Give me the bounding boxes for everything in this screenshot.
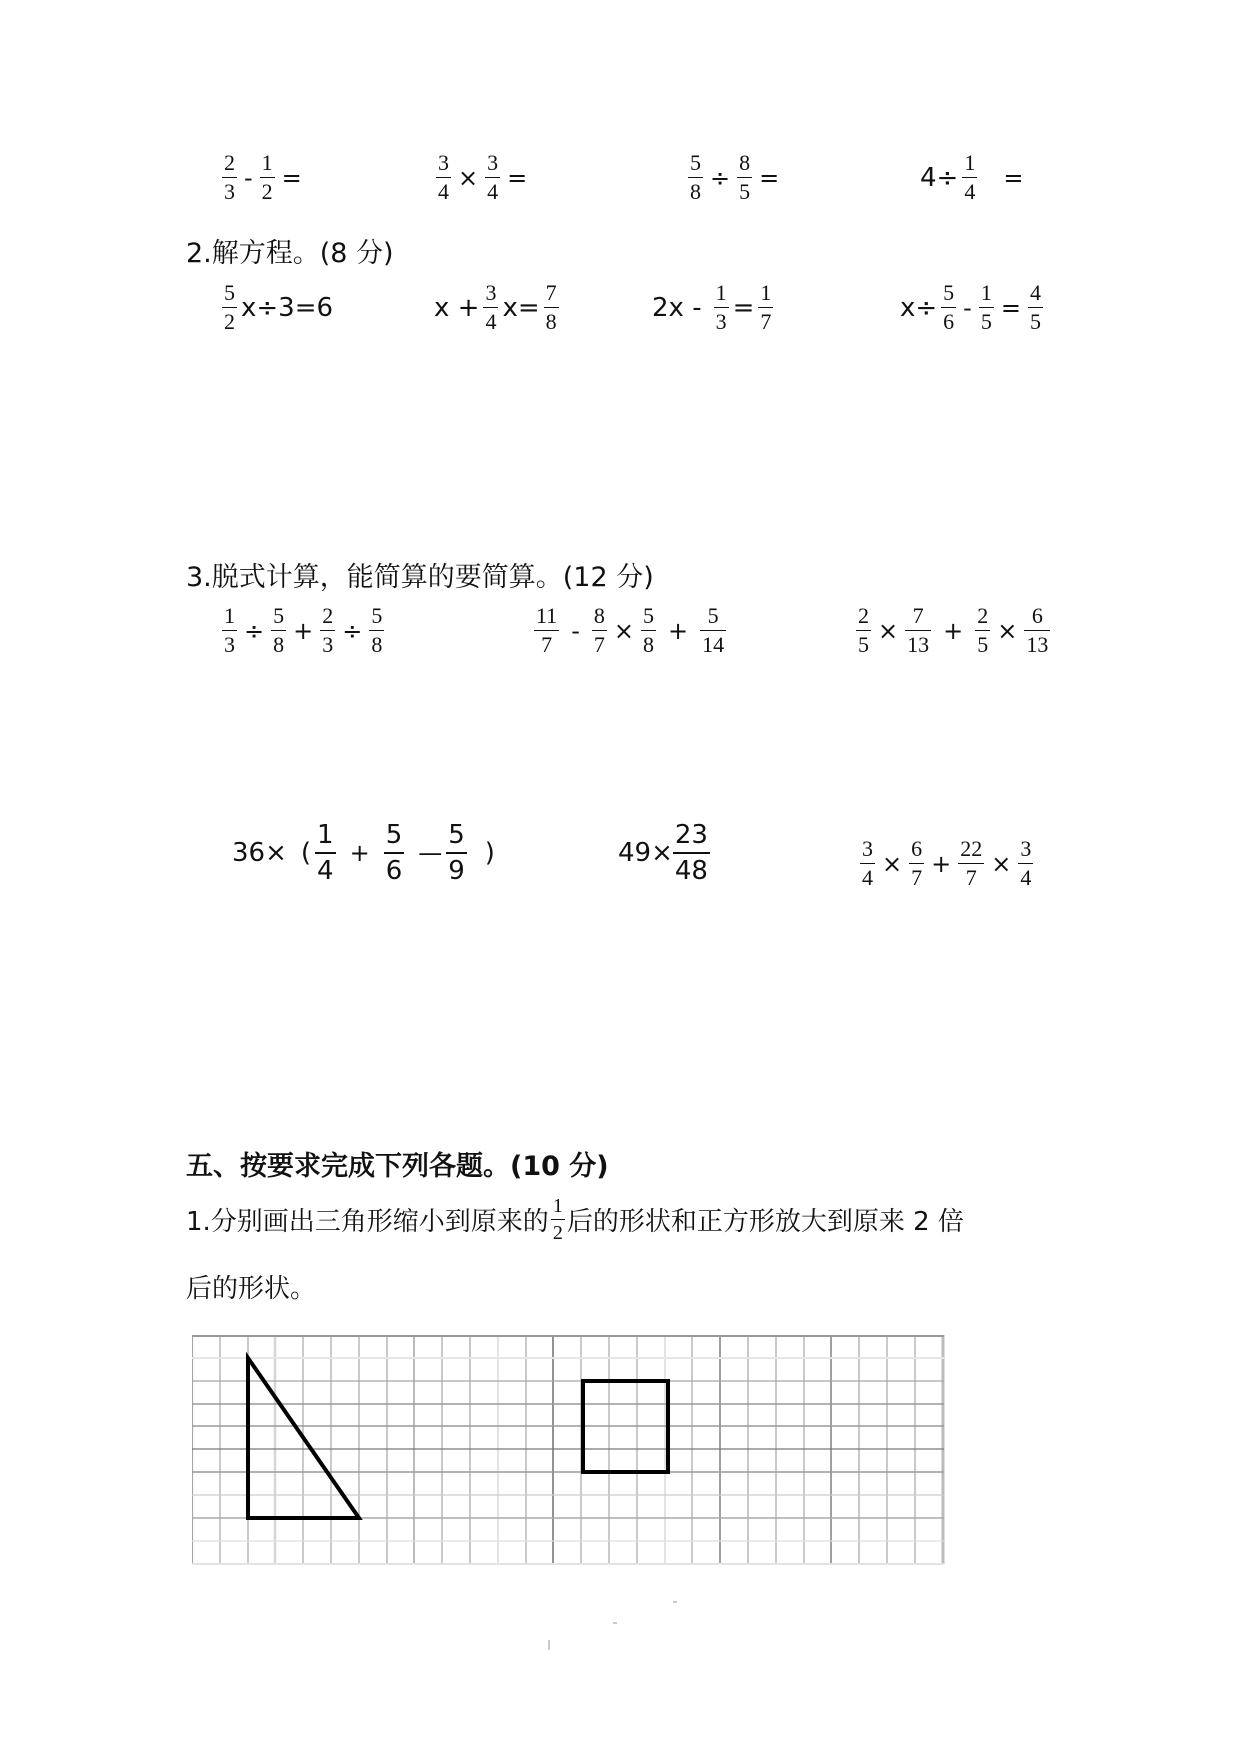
fraction: $\frac{7}{8}$ [545, 280, 557, 334]
fraction: $\frac{3}{4}$ [438, 150, 449, 204]
calc-row1-item-1: $\frac{1}{3}$ ÷ $\frac{5}{8}$ + $\frac{2}{3}$ ÷ $\frac{5}{8}$ [224, 603, 383, 657]
scan-speck [673, 1601, 677, 1603]
fraction: $\frac{1}{3}$ [715, 280, 727, 334]
grid-svg [192, 1335, 947, 1567]
operator: - [244, 163, 253, 192]
calc-row1-item-2: $\frac{11}{7}$ - $\frac{8}{7}$ × $\frac{5}{8}$ + $\frac{5}{14}$ [536, 603, 725, 657]
scan-speck [613, 1622, 617, 1624]
question-1-line-1: 1.分别画出三角形缩小到原来的 $\frac{1}{2}$ 后的形状和正方形放大到原来 2 倍 [186, 1195, 964, 1244]
fraction: $\frac{5}{2}$ [224, 280, 235, 334]
fraction: $\frac{8}{5}$ [739, 150, 751, 204]
fraction: $\frac{3}{4}$ [485, 280, 497, 334]
equation-1: $\frac{5}{2}$ x÷3=6 [224, 280, 334, 334]
section-5-title: 五、按要求完成下列各题。(10 分) [186, 1151, 609, 1182]
scan-speck [548, 1640, 550, 1650]
fraction: $\frac{1}{2}$ [552, 1195, 563, 1244]
drawing-grid[interactable] [192, 1335, 947, 1571]
calc-item-4: 4÷ $\frac{1}{4}$ = [920, 150, 1024, 204]
fraction: $\frac{1}{7}$ [760, 280, 772, 334]
question-1-line-2: 后的形状。 [186, 1274, 317, 1304]
fraction: $\frac{5}{6}$ [943, 280, 955, 334]
fraction: $\frac{3}{4}$ [487, 150, 499, 204]
calc-row2-item-1: 36× ( $\frac{1}{4}$ + $\frac{5}{6}$ — $\frac{5}{9}$ ) [232, 820, 495, 886]
fraction: $\frac{5}{8}$ [690, 150, 701, 204]
equals-sign: = [507, 163, 528, 192]
fraction: $\frac{4}{5}$ [1029, 280, 1041, 334]
equals-sign: = [1003, 163, 1024, 192]
operator: ÷ [710, 163, 731, 192]
operator: × [458, 163, 479, 192]
calc-item-2 [432, 152, 530, 203]
fraction: $\frac{1}{2}$ [261, 150, 273, 204]
equals-sign: = [281, 163, 302, 192]
section-3-heading: 3.脱式计算，能简算的要简算。(12 分) [186, 562, 654, 593]
grid-lines [192, 1335, 944, 1564]
equation-2: x + $\frac{3}{4}$ x= $\frac{7}{8}$ [434, 280, 557, 334]
fraction: $\frac{2}{3}$ [224, 150, 235, 204]
calc-row2-item-3: $\frac{3}{4}$ × $\frac{6}{7}$ + $\frac{22}{7}$ × $\frac{3}{4}$ [862, 836, 1032, 890]
fraction: $\frac{1}{5}$ [980, 280, 992, 334]
equation-4: x÷ $\frac{5}{6}$ - $\frac{1}{5}$ = $\frac{4}{5}$ [900, 280, 1041, 334]
fraction: $\frac{1}{4}$ [964, 150, 976, 204]
equation-3: 2x - $\frac{1}{3}$ = $\frac{1}{7}$ [652, 280, 772, 334]
calc-item-3 [684, 152, 782, 203]
equals-sign: = [759, 163, 780, 192]
calc-item-1 [218, 152, 305, 203]
calc-row1-item-3: $\frac{2}{5}$ × $\frac{7}{13}$ + $\frac{2}{5}$ × $\frac{6}{13}$ [858, 603, 1049, 657]
calc-row2-item-2: 49× $\frac{23}{48}$ [618, 820, 708, 886]
section-2-heading: 2.解方程。(8 分) [186, 238, 394, 269]
